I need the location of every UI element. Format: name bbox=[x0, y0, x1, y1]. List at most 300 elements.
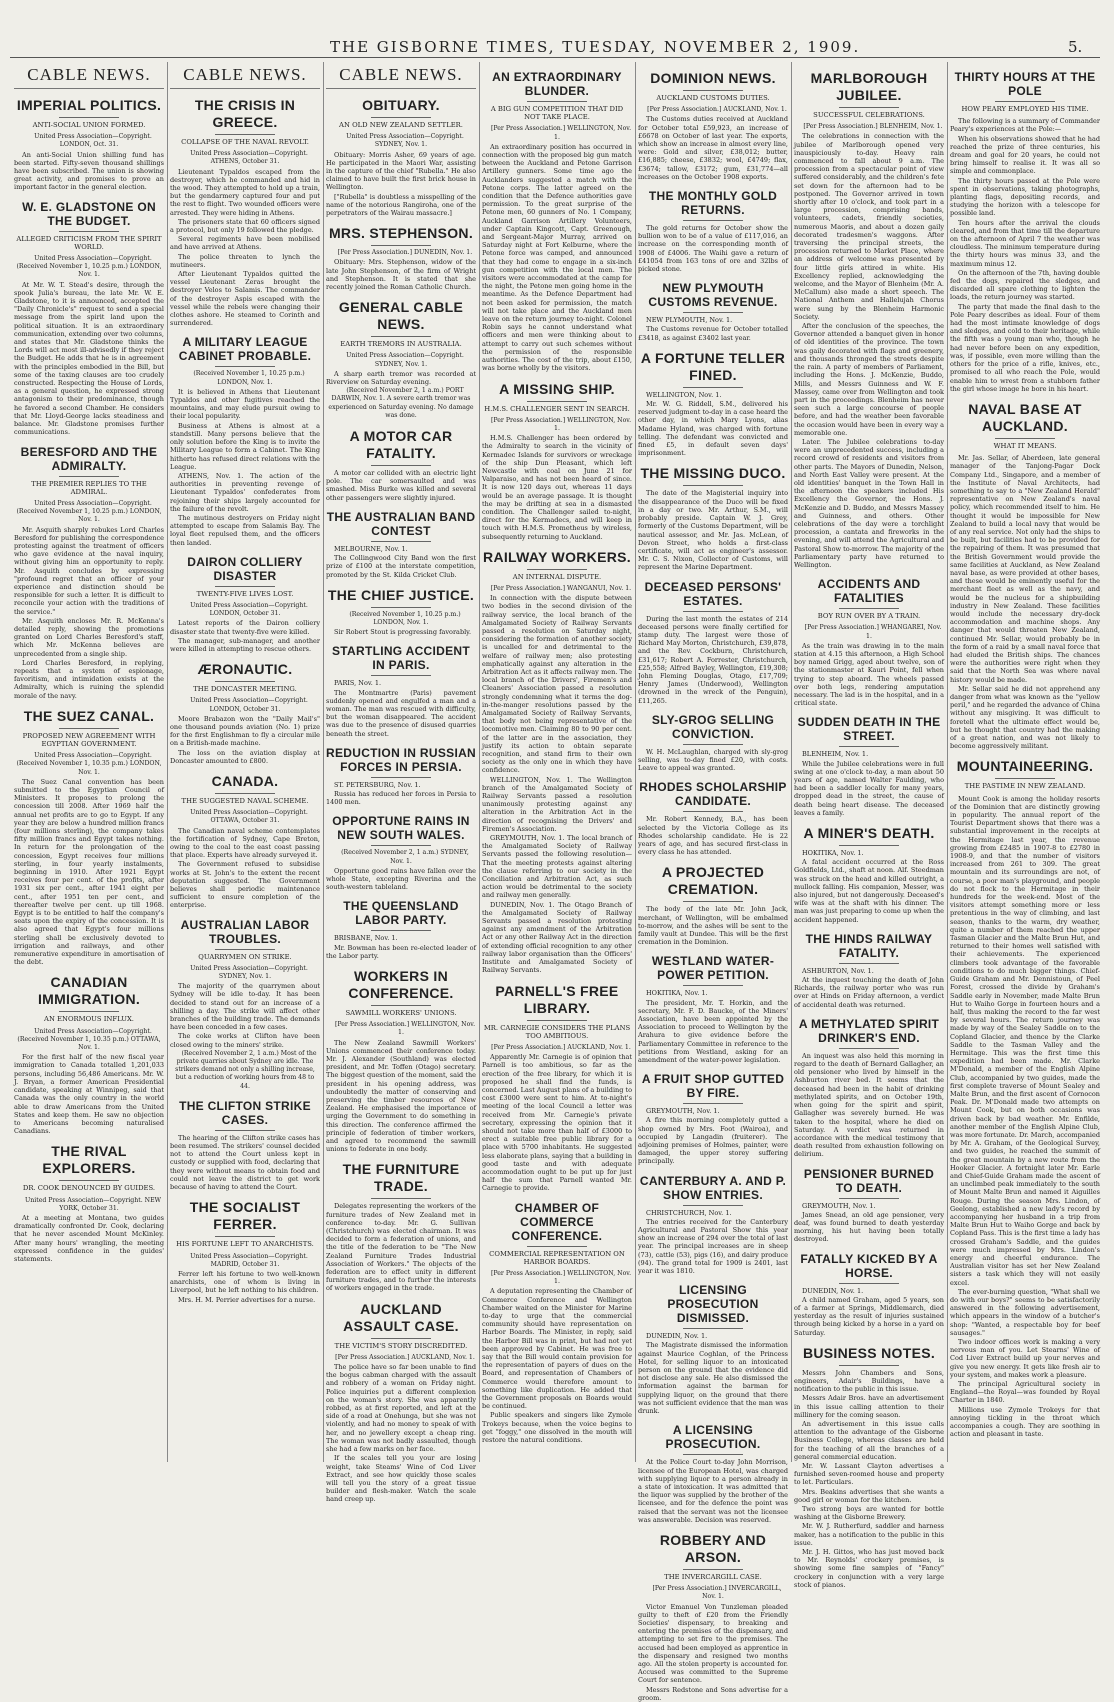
article-paragraph: Obituary: Morris Asher, 69 years of age. He participated in the Maori War, assisting in the capture of the chief "Rubella." He also claimed to have built the first brick house in Wellington. bbox=[326, 150, 476, 192]
dateline: [Per Press Association.] WELLINGTON, Nov. 1. bbox=[334, 1021, 476, 1037]
headline-rule bbox=[683, 220, 743, 221]
article-headline: A MINER'S DEATH. bbox=[803, 825, 935, 842]
article bbox=[638, 70, 788, 181]
article-headline: WORKERS IN CONFERENCE. bbox=[348, 967, 454, 1001]
article-subhead: EARTH TREMORS IN AUSTRALIA. bbox=[340, 340, 462, 349]
dateline: [Per Press Association.] AUCKLAND, Nov. 1. bbox=[335, 1353, 475, 1361]
article-paragraph: The Government refused to subsidise works at St. John's to the extent the recent deputation suggested. The Government believes shall periodic maintenance sufficient to ensure completion of the enterprise. bbox=[170, 860, 320, 910]
dateline: United Press Association—Copyright. OTTAWA, October 31. bbox=[190, 809, 308, 825]
article-paragraph: The party that made the final dash to the Pole Peary describes as ideal. Four of them had the most intimate knowledge of dogs and sledges, and cold to their heritage, while the fifth was a young man who, though he had never before been on any expedition, was, if possible, even more willing than the others for the price of a rifle, knives, etc., promised to all who reach the Pole, would enable him to wrest from a stubborn father the girl whose image he bore in his heart. bbox=[950, 302, 1100, 393]
headline-rule bbox=[371, 1198, 431, 1199]
article bbox=[638, 189, 788, 273]
article bbox=[170, 335, 320, 546]
dateline: United Press Association—Copyright. SYDNEY, Nov. 1. bbox=[190, 964, 308, 981]
article-headline: MARLBOROUGH JUBILEE. bbox=[810, 70, 928, 103]
article-subhead: THE VICTIM'S STORY DISCREDITED. bbox=[334, 1341, 468, 1350]
column-2 bbox=[170, 62, 320, 1462]
article-paragraph: A fire this morning completely gutted a shop owned by Mrs. Foot (Wairoa), and occupied by Langadin (fruiterer). The adjoining premises of Holmes, painter, were damaged, the upper storey suffering principally. bbox=[638, 1116, 788, 1166]
article-paragraph: BLENHEIM, Nov. 1. bbox=[802, 750, 869, 759]
headline-rule bbox=[371, 845, 431, 846]
article-headline: SUDDEN DEATH IN THE STREET. bbox=[797, 715, 941, 744]
article-paragraph: ["Rubella" is doubtless a misspelling of the name of the notorious Rangiroha, one of the perpetrators of the Wairau massacre.] bbox=[326, 192, 476, 218]
article-paragraph: Mrs. H. M. Perrier advertises for a nurse. bbox=[178, 1295, 316, 1304]
article-paragraph: At the Police Court to-day John Morrison, licensee of the European Hotel, was charged with supplying liquor to a person already in a state of intoxication. It was admitted that the liquor was supplied by the brother of the licensee, and for the defence the point was raised that the servant was not the licensee was answerable. Decision was reserved. bbox=[638, 1458, 788, 1524]
headline-rule bbox=[683, 312, 743, 313]
article bbox=[794, 1345, 944, 1589]
article-headline: THE AUSTRALIAN BAND CONTEST bbox=[326, 509, 476, 538]
headline-rule bbox=[371, 336, 431, 337]
article-paragraph: GREYMOUTH, Nov. 1. The local branch of the Amalgamated Society of Railway Servants passed the following resolution—That the meeting protests against altering the clause referring to our society in the Conciliation and Arbitration Act, as such action would be detrimental to the society and railway men generally. bbox=[482, 834, 632, 900]
article-headline: THE SUEZ CANAL. bbox=[23, 707, 155, 724]
article-headline: REDUCTION IN RUSSIAN FORCES IN PERSIA. bbox=[326, 745, 477, 774]
headline-rule bbox=[683, 1569, 743, 1570]
article-paragraph: A child named Graham, aged 5 years, son of a farmer at Springs, Middlemarch, died yesterday as the result of injuries sustained through being kicked by a horse in a yard on Saturday. bbox=[794, 1295, 944, 1337]
article-paragraph: The principal Agricultural society in England—the Royal—was founded by Royal Charter in 1840. bbox=[950, 1380, 1100, 1405]
article bbox=[326, 968, 476, 1153]
article-paragraph: As the train was drawing in to the main station at 4.15 this afternoon, a High School boy named Grigg, aged about twelve, son of the stationmaster at Kauri Point, fell when trying to step aboard. The wheels passed over both legs, rendering amputation necessary. The lad is in the hospital, and in a critical state. bbox=[794, 641, 944, 708]
headline-rule bbox=[683, 611, 743, 612]
article-paragraph: CHRISTCHURCH, Nov. 1. bbox=[646, 1208, 732, 1217]
article bbox=[170, 918, 320, 1091]
article bbox=[482, 983, 632, 1193]
dateline: United Press Association—Copyright. SYDNEY, Nov. 1. bbox=[346, 352, 464, 368]
column-rule bbox=[167, 62, 168, 1462]
article-paragraph: An advertisement in this issue calls attention to the advantage of the Gisborne Business College, whereas classes are held for the teaching of all the branches of a general commercial education. bbox=[794, 1419, 944, 1461]
headline-rule bbox=[371, 541, 431, 542]
article-headline: CANTERBURY A. AND P. SHOW ENTRIES. bbox=[639, 1173, 787, 1202]
article-headline: AUCKLAND ASSAULT CASE. bbox=[343, 1300, 459, 1334]
dateline: United Press Association—Copyright. (Received November 1, 10.25 p.m.) LONDON, Nov. 1. bbox=[16, 255, 162, 279]
article-headline: A MISSING SHIP. bbox=[499, 380, 615, 397]
article-headline: GENERAL CABLE NEWS. bbox=[338, 299, 464, 333]
dateline: United Press Association—Copyright. ATHENS, October 31. bbox=[190, 150, 308, 166]
article bbox=[14, 974, 164, 1135]
article bbox=[326, 1301, 476, 1504]
article bbox=[14, 200, 164, 437]
article-paragraph: An extraordinary position has occurred in connection with the proposed big gun match between the Auckland and Petone Garrison Artillery gunners. Some time ago the Aucklanders suggested a match with the Petone corps. The latter agreed on the condition that the Defence authorities gave permission. To the great surprise of the Petone men, 60 gunners of No. 1 Company, Auckland Garrison Artillery Volunteers, under Captain Kingcott, Capt. Greenough, and Sergeant-Major Murray, arrived on Saturday night at Fort Kelburne, where the Petone force was camped, and announced that they had come to engage in a six-inch gun competition with the local men. The visitors were accommodated at the camp for the night, the Petone men going home in the meantime. As the Defence Department had not been asked for permission, the match will not take place and the Auckland men leave on the return journey to-night. Colonel Robin says he cannot understand what officers and men were thinking about to attempt to carry out such schemes without the permission of the responsible authorities. The cost of the trip, about £150, was borne wholly by the visitors. bbox=[482, 142, 632, 373]
article-headline: THE HINDS RAILWAY FATALITY. bbox=[805, 931, 933, 960]
article-paragraph: After the conclusion of the speeches, the Governor attended a banquet given in honor of old identities of the province. The town was gaily decorated with flags and greenery, and thousands thronged the streets despite the rain. A party of members of Parliament, including the Hons. J. McKenzie, Buddo, Mills, and Messrs Guinness and W. F. Massey, came over from Wellington and took part in the proceedings. Blenheim has never seen such a large concourse of people before, and had the weather been favorable the occasion would have been in every way a memorable one. bbox=[794, 322, 944, 437]
article-paragraph: The Collingwood City Band won the first prize of £100 at the interstate competition, promoted by the St. Kilda Cricket Club. bbox=[326, 554, 476, 579]
headline-rule bbox=[371, 607, 431, 608]
column-title: CABLE NEWS. bbox=[170, 64, 320, 89]
dateline: United Press Association—Copyright. (Received November 1, 10.35 p.m.) LONDON, Nov. 1. bbox=[16, 752, 162, 776]
article-paragraph: GREYMOUTH, Nov. 1. bbox=[802, 1201, 876, 1210]
headline-rule bbox=[215, 134, 275, 135]
article-headline: IMPERIAL POLITICS. bbox=[16, 97, 162, 113]
article-subhead: MR. CARNEGIE CONSIDERS THE PLANS TOO AMBITIOUS. bbox=[483, 1023, 631, 1040]
article-paragraph: H.M.S. Challenger has been ordered by the Admiralty to search in the vicinity of Kermadec Islands for survivors or wreckage of the ship Dun Pleasant, which left Newcastle with coal on June 21 for Valparaiso, and has not been heard of since. It is now 120 days out, whereas 11 days would be an average passage. It is thought the may be drifting at sea in a dismasted condition. The Challenger sailed to-night, direct for the Kermadecs, and will keep in touch with H.M.S. Prometheus by wireless, subsequently returning to Auckland. bbox=[482, 434, 632, 541]
article bbox=[482, 70, 632, 373]
article-paragraph: Sir Robert Stout is progressing favorably. bbox=[334, 628, 472, 637]
article bbox=[638, 954, 788, 1064]
article-paragraph: The celebrations in connection with the jubilee of Marlborough opened very inauspiciously to-day. Heavy rain commenced to fall about 9 a.m. The procession from a spectacular point of view suffered considerably, and the children's fete set down for the afternoon had to be postponed. The Governor arrived in town shortly after 10 o'clock, and took part in a large procession, comprising bands, volunteers, cadets, friendly societies, numerous Maoris, and about a dozen gaily decorated tradesmen's waggons. After traversing the principal streets, the procession returned to Market Place, where an address of welcome was presented by four little girls attired in white. His Excellency replied, acknowledging the welcome, and the Mayor of Blenheim (Mr. A. McCallum) also made a short speech. The National Anthem and Hallelujah Chorus were sung by the Blenheim Harmonic Society. bbox=[794, 132, 944, 321]
article-paragraph: At Mr. W. T. Stead's desire, through the spook Julia's bureau, the late Mr. W. E. Gladstone, to it is announced, accepted the "Daily Chronicle's" request to send a special message from the spirit land upon the political situation. It is an extraordinary communication, extending over two columns, and states that Mr. Gladstone thinks the Lords will act most ill-advisedly if they reject the Budget. He adds that he is in agreement with the principles embodied in the Bill, but some of the taxing clauses are too crudely constructed. Respecting the House of Lords, as a general question, he expressed strong antagonism to their predominance, though he favored a second Chamber. He considers that Mr. Lloyd-George lacks steadiness and balance. Mr. Gladstone promises further communications. bbox=[14, 280, 164, 437]
article bbox=[326, 1161, 476, 1292]
headline-rule bbox=[995, 101, 1055, 102]
article bbox=[326, 428, 476, 502]
article-paragraph: Opportune good rains have fallen over the whole State, excepting Riverina and the south-western tableland. bbox=[326, 866, 476, 892]
article-paragraph: Two indoor offices work is making a very nervous man of you. Let Stearns' Wine of Cod Liver Extract build up your nerves and give you new energy. It gets like fresh air to your system, and makes work a pleasure. bbox=[950, 1338, 1100, 1379]
article-paragraph: After Lieutenant Typaldos quitted the vessel Lieutenant Zeras brought the destroyer Velos to Salamis. The commander of the destroyer Aspis escaped with the vessel while the rebels were changing their clothes ashore. He steamed to Corinth and surrendered. bbox=[170, 270, 320, 328]
article-headline: THE CRISIS IN GREECE. bbox=[194, 97, 296, 130]
dateline: United Press Association—Copyright. SYDNEY, Nov. 1. bbox=[346, 133, 464, 149]
article-headline: DECEASED PERSONS' ESTATES. bbox=[644, 579, 782, 608]
headline-rule bbox=[215, 949, 275, 950]
headline-rule bbox=[59, 476, 119, 477]
column-title: CABLE NEWS. bbox=[326, 64, 476, 89]
article-subhead: PROPOSED NEW AGREEMENT WITH EGYPTIAN GOVERNMENT. bbox=[22, 731, 156, 748]
article bbox=[326, 299, 476, 420]
article-headline: SLY-GROG SELLING CONVICTION. bbox=[651, 712, 775, 741]
article bbox=[14, 445, 164, 700]
article-paragraph: Several regiments have been mobilised and have arrived at Athens. bbox=[170, 235, 320, 252]
headline-rule bbox=[59, 1011, 119, 1012]
article-paragraph: The loss on the aviation display at Doncaster amounted to £800. bbox=[170, 748, 320, 765]
article bbox=[326, 746, 476, 807]
article-paragraph: At the inquest touching the death of John Richards, the railway porter who was run over at Hinds on Friday afternoon, a verdict of accidental death was returned. bbox=[794, 976, 944, 1009]
article-paragraph: Mr. W. G. Riddell, S.M., delivered his reserved judgment to-day in a case heard the other day, in which Mary Lyons, alias Madame Hyland, was charged with fortune telling. The defendant was convicted and fined £5, in default seven days' imprisonment. bbox=[638, 400, 788, 458]
dateline: [Per Press Association.] WANGANUI, Nov. 1. bbox=[490, 584, 632, 592]
headline-rule bbox=[683, 1328, 743, 1329]
headline-rule bbox=[371, 675, 431, 676]
article-paragraph: HOKITIKA, Nov. 1. bbox=[646, 989, 708, 998]
article-subhead: THE SUGGESTED NAVAL SCHEME. bbox=[181, 796, 309, 805]
article-headline: OPPORTUNE RAINS IN NEW SOUTH WALES. bbox=[332, 814, 470, 843]
article-paragraph: Russia has reduced her forces in Persia to 1400 men. bbox=[326, 789, 476, 807]
article-subhead: ANTI-SOCIAL UNION FORMED. bbox=[32, 121, 146, 129]
article-headline: BERESFORD AND THE ADMIRALTY. bbox=[20, 444, 158, 473]
article-paragraph: The gold returns for October show the bullion won to be of a value of £117,016, an increase on the corresponding month of 1908 of £4006. The Waihi gave a return of £41054 from 163 tons of ore and 32lbs of picked stone. bbox=[638, 224, 788, 274]
article-paragraph: The ever-burning question, "What shall we do with our boys?" seems to be satisfactorily answered in the following advertisement, which appears in the window of a butcher's shop: "Wanted, a respectable boy for beef sausages." bbox=[950, 1287, 1100, 1337]
article bbox=[638, 864, 788, 946]
article-headline: A FORTUNE TELLER FINED. bbox=[640, 349, 786, 383]
column-rule bbox=[323, 62, 324, 1462]
article-headline: RHODES SCHOLARSHIP CANDIDATE. bbox=[639, 780, 787, 809]
article-paragraph: The manager, sub-manager, and another were killed in attempting to rescue others. bbox=[170, 636, 320, 653]
column-title: CABLE NEWS. bbox=[14, 64, 164, 89]
headline-rule bbox=[527, 569, 587, 570]
dateline: [Per Press Association.] INVERCARGILL, Nov. 1. bbox=[652, 1585, 782, 1601]
article-subhead: HIS FORTUNE LEFT TO ANARCHISTS. bbox=[176, 1240, 314, 1249]
headline-rule bbox=[59, 231, 119, 232]
article-paragraph: A fatal accident occurred at the Ross Goldfields, Ltd., shaft at noon. Alf. Steedman was struck on the head and killed outright, a mullock falling. His companion, Messer, was also injured, but not dangerously. Deceased's wife was at the shaft with his dinner. The man was just preparing to come up when the accident happened. bbox=[794, 858, 944, 924]
article bbox=[170, 555, 320, 653]
headline-rule bbox=[215, 681, 275, 682]
article-subhead: SUCCESSFUL CELEBRATIONS. bbox=[813, 111, 925, 119]
article-paragraph: Mr. J. H. Gittos, who has just moved back to Mr. Reynolds' crockery premises, is showing some fine samples of "Fancy" crockery in conjunction with a very large stock of pianos. bbox=[794, 1548, 944, 1589]
article-subhead: COLLAPSE OF THE NAVAL REVOLT. bbox=[181, 138, 309, 146]
article-paragraph: Mr. Sellar said he did not apprehend any danger from what was known as the "yellow peril," and he regarded the advance of China without any misgiving. It was difficult to foretell what the ultimate effect would be, but he thought that country had the making of a great nation, and was not likely to become aggressively militant. bbox=[950, 684, 1100, 751]
article-paragraph: Ten hours after the arrival the clouds cleared, and from that time till the departure on the afternoon of April 7 the weather was cloudless. The minimum temperature during the thirty hours was minus 33, and the maximum minus 12. bbox=[950, 218, 1100, 268]
dateline: United Press Association—Copyright. LONDON, Oct. 31. bbox=[34, 133, 152, 149]
article bbox=[950, 758, 1100, 1438]
article-subhead: THE PREMIER REPLIES TO THE ADMIRAL. bbox=[31, 479, 147, 496]
headline-rule bbox=[371, 117, 431, 118]
article-subhead: THE DONCASTER MEETING. bbox=[193, 685, 297, 694]
headline-rule bbox=[839, 1365, 899, 1366]
article-headline: THE SOCIALIST FERRER. bbox=[189, 1199, 301, 1233]
article-paragraph: ST. PETERSBURG, Nov. 1. bbox=[334, 780, 421, 789]
article-paragraph: Mount Cook is among the holiday resorts of the Dominion that are distinctly growing in popularity. The annual report of the Tourist Department shows that there was a substantial improvement in the receipts at the Hermitage last year, the revenue growing from £2485 in 1907-8 to £2780 in 1908-9, and that the number of visitors increased from 261 to 309. The great mountain and its surroundings are not, of course, a poor man's playground, and people do not flock to the Hermitage in their hundreds for the week-end. Most of the visitors attempt something more or less pretentious in the way of climbing, and last season, thanks to the warm, dry weather, quite a number of them reached the upper Tasman Glacier and the Malte Brun Hut, and returned to their homes well satisfied with their achievements. The experienced climbers took advantage of the favorable conditions to do much bigger things. Chief-Guide Graham and Mr. Dennistoun, of Peel Forest, crossed the divide by Graham's Saddle early in November, made Malte Brun Hut to Waiho Gorge in fourteen hours and a half, thus making the record to the far west by several hours. The return journey was made by way of the Sealey Saddle on to the Copland Glacier, and thence by the Clarke Saddle to the Tasman Valley and the Hermitage. This was the first time this expedition had been made. Mr. Clarke M'Donald, a member of the English Alpine Club, accompanied by two guides, made the first complete traverse of Mount Sealey and Malte Brun, and the first ascent of Cornocon Peak. Dr. M'Donald made two attempts on Mount Cook, but on both occasions was driven back by bad weather. Mr. Enfilde, another member of the English Alpine Club, was more fortunate. Dr. March, accompanied by Mr. A. Graham, of the Geological Survey, and two guides, he reached the summit of the great mountain by a new route from the Hooker Glacier. A fortnight later Mr. Earle and Chief-Guide Graham made the ascent of an unclimbed peak immediately to the south of Mount Malte Brun and named it Aiguilles Rouge. During the season Mrs. Lindon, of Geelong, established a new lady's record by accompanying her husband in a trip from Malte Brun Hut to Waiho Gorge and back by Copland Pass. This is the first time a lady has crossed Graham's Saddle, and the guides were much impressed by Mrs. Lindon's energy and cheerful endurance. The Australian visitor has set her New Zealand sisters a task which they will not easily excel. bbox=[950, 794, 1100, 1287]
column-rule bbox=[947, 62, 948, 1462]
dateline: United Press Association—Copyright. (Received November 1, 10.25 p.m.) LONDON, Nov. 1. bbox=[16, 499, 162, 524]
article-headline: ROBBERY AND ARSON. bbox=[659, 1531, 767, 1565]
article-paragraph: While the Jubilee celebrations were in full swing at one o'clock to-day, a man about 50 years of age, named Walter Faulding, who had been a saddler locally for many years, dropped dead in the street, the cause of death being heart disease. The deceased leaves a family. bbox=[794, 759, 944, 817]
article-headline: A MOTOR CAR FATALITY. bbox=[349, 428, 453, 462]
dateline: [Per Press Association.] BLENHEIM, Nov. 1. bbox=[803, 123, 943, 131]
headline-rule bbox=[371, 465, 431, 466]
article bbox=[638, 1072, 788, 1165]
column-6 bbox=[794, 62, 944, 1589]
article-headline: THE CHIEF JUSTICE. bbox=[327, 586, 475, 603]
article-paragraph: James Snead, an old age pensioner, very deaf, was found burned to death yesterday morning, his hut having been totally destroyed. bbox=[794, 1210, 944, 1244]
article-headline: A MILITARY LEAGUE CABINET PROBABLE. bbox=[178, 335, 312, 364]
headline-rule bbox=[683, 811, 743, 812]
article-headline: WESTLAND WATER-POWER PETITION. bbox=[651, 954, 775, 983]
article-headline: THIRTY HOURS AT THE POLE bbox=[954, 70, 1096, 98]
headline-rule bbox=[839, 1048, 899, 1049]
headline-rule bbox=[371, 930, 431, 931]
article-subhead: TWENTY-FIVE LIVES LOST. bbox=[196, 589, 294, 598]
headline-rule bbox=[683, 387, 743, 388]
article bbox=[482, 381, 632, 541]
article-paragraph: A sharp earth tremor was recorded at Riverview on Saturday evening. bbox=[326, 369, 476, 387]
article-headline: PARNELL'S FREE LIBRARY. bbox=[495, 982, 619, 1016]
article bbox=[638, 1532, 788, 1702]
article-paragraph: The thirty hours passed at the Pole were spent in observations, taking photographs, planting flags, depositing records, and studying the horizon with a telescope for possible land. bbox=[950, 176, 1100, 218]
headline-rule bbox=[371, 1005, 431, 1006]
article-headline: RAILWAY WORKERS. bbox=[483, 548, 631, 565]
article-headline: FATALLY KICKED BY A HORSE. bbox=[800, 1251, 938, 1280]
article-paragraph: Two strong boys are wanted for bottle washing at the Gisborne Brewery. bbox=[794, 1505, 944, 1522]
article bbox=[326, 225, 476, 291]
article-paragraph: It is believed in Athens that Lieutenant Typaldos and other fugitives reached the mountains, and may elude pursuit owing to their local popularity. bbox=[170, 387, 320, 421]
article bbox=[794, 715, 944, 817]
article bbox=[326, 510, 476, 579]
article-headline: THE RIVAL EXPLORERS. bbox=[42, 1143, 136, 1177]
dateline: United Press Association—Copyright. LONDON, October 31. bbox=[190, 601, 308, 618]
headline-rule bbox=[683, 485, 743, 486]
article-paragraph: Messrs Redstone and Sons advertise for a groom. bbox=[638, 1685, 788, 1702]
headline-rule bbox=[59, 117, 119, 118]
article bbox=[794, 932, 944, 1009]
article-headline: CHAMBER OF COMMERCE CONFERENCE. bbox=[511, 1200, 603, 1243]
article-subhead: AN ENORMOUS INFLUX. bbox=[44, 1015, 134, 1024]
column-5 bbox=[638, 62, 788, 1702]
article-headline: W. E. GLADSTONE ON THE BUDGET. bbox=[22, 199, 156, 228]
article bbox=[794, 825, 944, 924]
article-paragraph: The prisoners state that 60 officers signed a protocol, but only 19 followed the pledge. bbox=[170, 217, 320, 235]
headline-rule bbox=[683, 90, 743, 91]
article-paragraph: A motor car collided with an electric light pole. The car somersaulted and was smashed. Miss Burke was killed and several other passengers were slightly injured. bbox=[326, 469, 476, 502]
article-headline: BUSINESS NOTES. bbox=[802, 1344, 936, 1361]
column-1 bbox=[14, 62, 164, 1462]
article bbox=[794, 70, 944, 569]
column-3 bbox=[326, 62, 477, 1504]
article bbox=[14, 1143, 164, 1263]
article-paragraph: The Montmartre (Paris) pavement suddenly opened and engulfed a man and a woman. The man was rescued with difficulty, but the woman disappeared. The accident was due to the presence of disused quarries beneath the street. bbox=[326, 688, 476, 738]
dateline: [Per Press Association.] AUCKLAND, Nov. 1. bbox=[647, 106, 787, 114]
article-paragraph: Later. The Jubilee celebrations to-day were an unprecedented success, including a record crowd of residents and visitors from other parts. The Mayors of Dunedin, Nelson, and North East Valley were present. At the old identities' banquet in the Town Hall in the afternoon the speakers included His Excellency the Governor, the Hons. J. McKenzie and D. Buddo, and Messrs Massey and Guinness, and others. Other celebrations of the day were a torchlight procession, a cantata and fireworks in the evening, and will attend the Agricultural and Pastoral Show to-morrow. The majority of the Parliamentary party have returned to Wellington. bbox=[794, 437, 944, 569]
article-headline: AN EXTRAORDINARY BLUNDER. bbox=[492, 70, 622, 98]
article-paragraph: The Magistrate dismissed the information against Maurice Coghlan, of the Princess Hotel, for selling liquor to an intoxicated person on the ground that the evidence did not disclose any sale. He also dismissed the information against the barman for supplying liquor, on the ground that there was not sufficient evidence that the man was drunk. bbox=[638, 1341, 788, 1416]
article bbox=[482, 1201, 632, 1445]
headline-rule bbox=[59, 728, 119, 729]
headline-rule bbox=[683, 985, 743, 986]
dateline: (Received November 1, 10.25 p.m.) LONDON, Nov. 1. bbox=[193, 370, 305, 386]
article-headline: A FRUIT SHOP GUTTED BY FIRE. bbox=[641, 1072, 785, 1101]
dateline: [Per Press Association.] AUCKLAND, Nov. 1. bbox=[491, 1043, 631, 1051]
article-headline: A PROJECTED CREMATION. bbox=[661, 864, 765, 898]
article-paragraph: WELLINGTON, Nov. 1. bbox=[646, 390, 722, 399]
article-paragraph: An inquest was also held this morning in regard to the death of Bernard Gallagher, an old pensioner who lived by himself in the Ashburton river bed. It seems that the deceased had been in the habit of drinking methylated spirits, and on October 19th, when going for the spirit and spirit, Gallagher was severely burned. He was taken to the hospital, where he died on Saturday. A verdict was returned in accordance with the medical testimony that death resulted from exhaustion following on delirium. bbox=[794, 1051, 944, 1159]
article-paragraph: The coke works at Clifton have been closed owing to the miners' strike. bbox=[170, 1032, 320, 1049]
headline-rule bbox=[995, 438, 1055, 439]
article-headline: STARTLING ACCIDENT IN PARIS. bbox=[331, 644, 471, 673]
article-headline: CANADIAN IMMIGRATION. bbox=[37, 974, 141, 1008]
article-paragraph: Victor Emanuel Von Tunzleman pleaded guilty to theft of £20 from the Friendly Societies' dispensary, to breaking and entering the premises of the dispensary, and attempting to set fire to the premises. The accused had been employed as apprentice in the dispensary and resigned two months ago. All the stolen property is accounted for. Accused was committed to the Supreme Court for sentence. bbox=[638, 1602, 788, 1685]
headline-rule bbox=[527, 101, 587, 102]
article bbox=[170, 661, 320, 765]
article bbox=[950, 401, 1100, 751]
article-subhead: QUARRYMEN ON STRIKE. bbox=[198, 952, 292, 961]
article-paragraph: The hearing of the Clifton strike cases has been resumed. The strikers' counsel decided not to attend the Court unless kept in custody or supplied with food, declaring that they were without means to obtain food and could not leave the district to get work because of having to attend the Court. bbox=[170, 1133, 320, 1192]
headline-rule bbox=[371, 777, 431, 778]
article-headline: PENSIONER BURNED TO DEATH. bbox=[803, 1166, 935, 1195]
article-paragraph: Mr. W. Lassant Clayton advertises a furnished seven-roomed house and property to let. Particulars. bbox=[794, 1461, 944, 1487]
article-paragraph: The body of the late Mr. John Jack, merchant, of Wellington, will be embalmed to-morrow, and the ashes will be sent to the family vault at Dundee. This will be the first cremation in the Dominion. bbox=[638, 905, 788, 947]
article-paragraph: The following is a summary of Commander Peary's experiences at the Pole:— bbox=[950, 117, 1100, 134]
article bbox=[638, 1423, 788, 1524]
article-headline: MRS. STEPHENSON. bbox=[328, 225, 474, 242]
headline-rule bbox=[995, 778, 1055, 779]
masthead-rule bbox=[10, 57, 1100, 58]
article-headline: MOUNTAINEERING. bbox=[956, 758, 1094, 775]
dateline: [Per Press Association.] WHANGAREI, Nov. 1. bbox=[804, 624, 942, 640]
article-subhead: THE PASTIME IN NEW ZEALAND. bbox=[964, 782, 1086, 791]
headline-rule bbox=[215, 586, 275, 587]
article-subhead: ALLEGED CRITICISM FROM THE SPIRIT WORLD. bbox=[16, 234, 162, 251]
article-paragraph: ATHENS, Nov. 1. The action of the authorities in preventing revenge of Lieutenant Typaldos' confederates from rejoining their ships largely accounted for the failure of the revolt. bbox=[170, 471, 320, 513]
article-paragraph: The Canadian naval scheme contemplates the fortification of Sydney, Cape Breton, owing to the coal to the east coast passing that place. Experts have already surveyed it. bbox=[170, 826, 320, 860]
article-paragraph: Moore Brabazon won the "Daily Mail's" one thousand pounds aviation (No. 1) prize for the first Englishman to fly a circular mile on a British-made machine. bbox=[170, 714, 320, 748]
article-paragraph: The president, Mr. T. Horkin, and the secretary, Mr. F. D. Baucke, of the Miners' Association, have been appointed by the Association to proceed to Wellington by the Arahura to give evidence before the Parliamentary Committee in reference to the petitions from Westland, asking for an amendment of the water-power legislation. bbox=[638, 998, 788, 1065]
article bbox=[794, 577, 944, 707]
article-paragraph: Messrs Adair Bros. have an advertisement in this issue calling attention to their millinery for the coming season. bbox=[794, 1394, 944, 1419]
article-paragraph: DUNEDIN, Nov. 1. bbox=[646, 1332, 708, 1341]
headline-rule bbox=[839, 963, 899, 964]
article-paragraph: Mrs. Beakins advertises that she wants a good girl or woman for the kitchen. bbox=[794, 1487, 944, 1504]
article bbox=[170, 773, 320, 910]
headline-rule bbox=[215, 1236, 275, 1237]
article-subhead: HOW PEARY EMPLOYED HIS TIME. bbox=[961, 105, 1089, 113]
article bbox=[14, 97, 164, 192]
column-rule bbox=[635, 62, 636, 1462]
dateline: (Received November 1, 10.25 p.m.) LONDON, Nov. 1. bbox=[349, 610, 461, 626]
article-headline: THE CLIFTON STRIKE CASES. bbox=[179, 1098, 311, 1127]
article bbox=[950, 70, 1100, 393]
article-headline: LICENSING PROSECUTION DISMISSED. bbox=[667, 1283, 759, 1326]
article bbox=[794, 1017, 944, 1159]
article-paragraph: At a meeting at Montana, two guides dramatically confronted Dr. Cook, declaring that he never ascended Mount McKinley. After many hours' wrangling, the meeting expressed confidence in the guides' statements. bbox=[14, 1213, 164, 1263]
newspaper-masthead-title: THE GISBORNE TIMES, TUESDAY, NOVEMBER 2, 1909. bbox=[330, 38, 861, 56]
article-subhead: AN OLD NEW ZEALAND SETTLER. bbox=[339, 121, 463, 129]
headline-rule bbox=[683, 1454, 743, 1455]
article bbox=[170, 97, 320, 327]
dateline: [Per Press Association.] DUNEDIN, Nov. 1. bbox=[337, 249, 473, 257]
dateline: [Per Press Association.] WELLINGTON, Nov. 1. bbox=[490, 125, 632, 141]
article-paragraph: BRISBANE, Nov. 1. bbox=[334, 934, 398, 943]
headline-rule bbox=[527, 1246, 587, 1247]
article-paragraph: Mr. W. J. Rutherfurd, saddler and harness maker, has a notification to the public in this issue. bbox=[794, 1522, 944, 1547]
article-subhead: AUCKLAND CUSTOMS DUTIES. bbox=[656, 94, 770, 102]
article-paragraph: Lord Charles Beresford, in replying, repeats that a system of espionage, favoritism, and intimidation exists at the Admiralty, which is ruining the splendid morale of the navy. bbox=[14, 658, 164, 700]
article bbox=[638, 580, 788, 705]
headline-rule bbox=[59, 1180, 119, 1181]
dateline: (Received November 2, 1 a.m.) Most of the private quarries about Sydney are idle. The strikers demand not only a shilling increase, but a reduction of working hours from 48 to 44. bbox=[175, 1049, 317, 1090]
article-headline: THE QUEENSLAND LABOR PARTY. bbox=[343, 899, 459, 928]
article-paragraph: Mr. Asquith encloses Mr. R. McKenna's detailed reply, showing the promotions granted on Lord Charles Beresford's staff, which Mr. McKenna believes are unprecedented from a single ship. bbox=[14, 616, 164, 658]
article-headline: THE MONTHLY GOLD RETURNS. bbox=[648, 189, 778, 218]
article-paragraph: Lieutenant Typaldos escaped from the destroyer, which he commanded and hid in the wood. They attempted to hold up a train, but the gendarmery captured four and put the rest to flight. Two wounded officers were arrested. They were hiding in Athens. bbox=[170, 167, 320, 217]
article-paragraph: The mutinous destroyers on Friday night attempted to escape from Salamis Bay. The loyal fleet repulsed them, and the officers then landed. bbox=[170, 513, 320, 547]
article-headline: ACCIDENTS AND FATALITIES bbox=[817, 577, 921, 606]
dateline: United Press Association—Copyright. MADRID, October 31. bbox=[190, 1252, 308, 1268]
article-paragraph: DUNEDIN, Nov. 1. The Otago Branch of the Amalgamated Society of Railway Servants passed a resolution protesting against any amendment of the Arbitration Act or any other Railway Act in the direction of extending official recognition to any other railway labor organisation than the Officers' Institute and Amalgamated Society of Railway Servants. bbox=[482, 900, 632, 975]
article-paragraph: MELBOURNE, Nov. 1. bbox=[334, 544, 408, 553]
article-paragraph: Public speakers and singers like Zymole Trokeys because, when the voice begins to get "foggy," one dissolved in the mouth will restore the natural conditions. bbox=[482, 1411, 632, 1445]
article-paragraph: On the afternoon of the 7th, having double fed the dogs, repaired the sledges, and discarded all spare clothing to lighten the loads, the return journey was started. bbox=[950, 268, 1100, 302]
article-headline: THE MISSING DUCO. bbox=[640, 465, 786, 482]
article-paragraph: The entries received for the Canterbury Agricultural and Pastoral Show this year show an increase of 294 over the total of last year. The principal increases are in sheep (73), cattle (53), pigs (16), and dairy produce (94). The grand total for 1909 is 2401, last year it was 1810. bbox=[638, 1217, 788, 1276]
article bbox=[14, 708, 164, 967]
article-headline: ÆRONAUTIC. bbox=[197, 661, 293, 678]
headline-rule bbox=[527, 401, 587, 402]
article bbox=[794, 1252, 944, 1337]
article-headline: THE FURNITURE TRADE. bbox=[342, 1161, 460, 1195]
article-subhead: COMMERCIAL REPRESENTATION ON HARBOR BOARDS. bbox=[489, 1249, 625, 1266]
article-headline: AUSTRALIAN LABOR TROUBLES. bbox=[180, 917, 310, 946]
dateline: [Per Press Association.] WELLINGTON, Nov. 1. bbox=[490, 416, 632, 432]
headline-rule bbox=[215, 1130, 275, 1131]
headline-rule bbox=[839, 746, 899, 747]
article bbox=[638, 465, 788, 571]
article-subhead: AN INTERNAL DISPUTE. bbox=[512, 572, 602, 581]
article bbox=[794, 1167, 944, 1244]
article-headline: NEW PLYMOUTH CUSTOMS REVENUE. bbox=[648, 281, 778, 310]
article-paragraph: In connection with the dispute between two bodies in the second division of the railway service, the local branch of the Amalgamated Society of Railway Servants passed a resolution on Saturday night, considering the formation of another society is uncalled for and detrimental to the welfare of railway men; also protesting emphatically against any alteration in the Arbitration Act as it affects railway men. The local branch of the Drivers', Firemen's and Cleaners' Association passed a resolution strongly condemning what it terms the dog-in-the-manger resolutions passed by the Amalgamated Society of Railway Servants, that body not being representative of the locomotive men. Claiming 80 to 90 per cent. of the latter are in the association, they justify its action to obtain separate recognition, and stand firm to their own society as the only one in which they have confidence. bbox=[482, 594, 632, 775]
article-paragraph: The Customs duties received at Auckland for October total £59,923, an increase of £6678 on October of last year. The exports, which show an increase in almost every line, were: Gold and silver, £38,012; butter, £16,885; cheese, £3832; wool, £4749; flax, £3674; tallow, £3172; gum, £31,774—all increases on the October 1908 exports. bbox=[638, 115, 788, 181]
article-paragraph: The Suez Canal convention has been submitted to the Egyptian Council of Ministers. It proposes to prolong the concession till 2008. After 1969 half the annual net profits are to go to Egypt. If any year they are below a hundred million francs (four millions sterling), the company takes fifty million francs and Egypt takes nothing. In return for the prolongation of the concession, Egypt receives four millions sterling, in four yearly instalments, beginning in 1910. After 1921 Egypt receives four per cent. of the profits, after 1931 six per cent., after 1941 eight per cent., after 1951 ten per cent., and thereafter twelve per cent. up till 1968. Egypt is to be entitled to half the company's seats upon the expiry of the concession. It is also agreed that Egypt's four millions sterling shall be exclusively devoted to irrigation and railways, and other remunerative expenditure in amortisation of the debt. bbox=[14, 777, 164, 967]
article bbox=[326, 814, 476, 891]
article bbox=[482, 549, 632, 975]
article-paragraph: Mr. Robert Kennedy, B.A., has been selected by the Victoria College as its Rhodes scholarship candidate. He is 22 years of age, and has secured first-class in every class he has attended. bbox=[638, 815, 788, 857]
article-paragraph: The date of the Magisterial inquiry into the disappearance of the Duco will be fixed in a day or two. Mr. Arthur, S.M., will probably preside. Captain W. J. Grey, formerly of the Customs Department, will be nautical assessor, and Mr. Jas. McLean, of Devon Street, who holds a first-class certificate, will act as engineer's assessor. Mr. C. S. Nixon, Collector of Customs, will represent the Marine Department. bbox=[638, 489, 788, 572]
article-headline: A METHYLATED SPIRIT DRINKER'S END. bbox=[798, 1016, 940, 1045]
newspaper-columns bbox=[14, 62, 1106, 1702]
dateline: [Per Press Association.] WELLINGTON, Nov. 1. bbox=[490, 1269, 632, 1286]
dateline: United Press Association—Copyright. (Received November 1, 10.35 p.m.) OTTAWA, Nov. 1. bbox=[17, 1027, 161, 1052]
article-paragraph: Mr. Asquith sharply rebukes Lord Charles Beresford for publishing the correspondence protesting against the treatment of officers who gave evidence at the naval inquiry, without giving him an opportunity to reply. Mr. Asquith concludes by expressing "profound regret that an officer of your experience and distinction should be responsible for such a letter. It is difficult to reconcile your action with the traditions of the service." bbox=[14, 525, 164, 616]
article-paragraph: PARIS, Nov. 1. bbox=[334, 679, 382, 688]
headline-rule bbox=[215, 366, 275, 367]
article-paragraph: Apparently Mr. Carnegie is of opinion that Parnell is too ambitious, so far as the erection of the free library, for which it is proposed he shall find the funds, is concerned. Last August plans of a building to cost £3000 were sent to him. At to-night's meeting of the local Council a letter was received from Mr. Carnegie's private secretary, expressing the opinion that it should not take more than half of £3000 to erect a suitable free public library for a place with 5700 inhabitants. He suggested less elaborate plans, saying that a building in good taste and with adequate accommodation ought to be put up for just half the sum that Parnell wanted Mr. Carnegie to provide. bbox=[482, 1053, 632, 1193]
headline-rule bbox=[839, 608, 899, 609]
article bbox=[638, 713, 788, 773]
article-subhead: DR. COOK DENOUNCED BY GUIDES. bbox=[22, 1184, 156, 1193]
article-paragraph: WELLINGTON, Nov. 1. The Wellington branch of the Amalgamated Society of Railway Servants passed a resolution unanimously protesting against any alteration in the Arbitration Act in the direction of recognising the Drivers' and Firemen's Association. bbox=[482, 775, 632, 833]
